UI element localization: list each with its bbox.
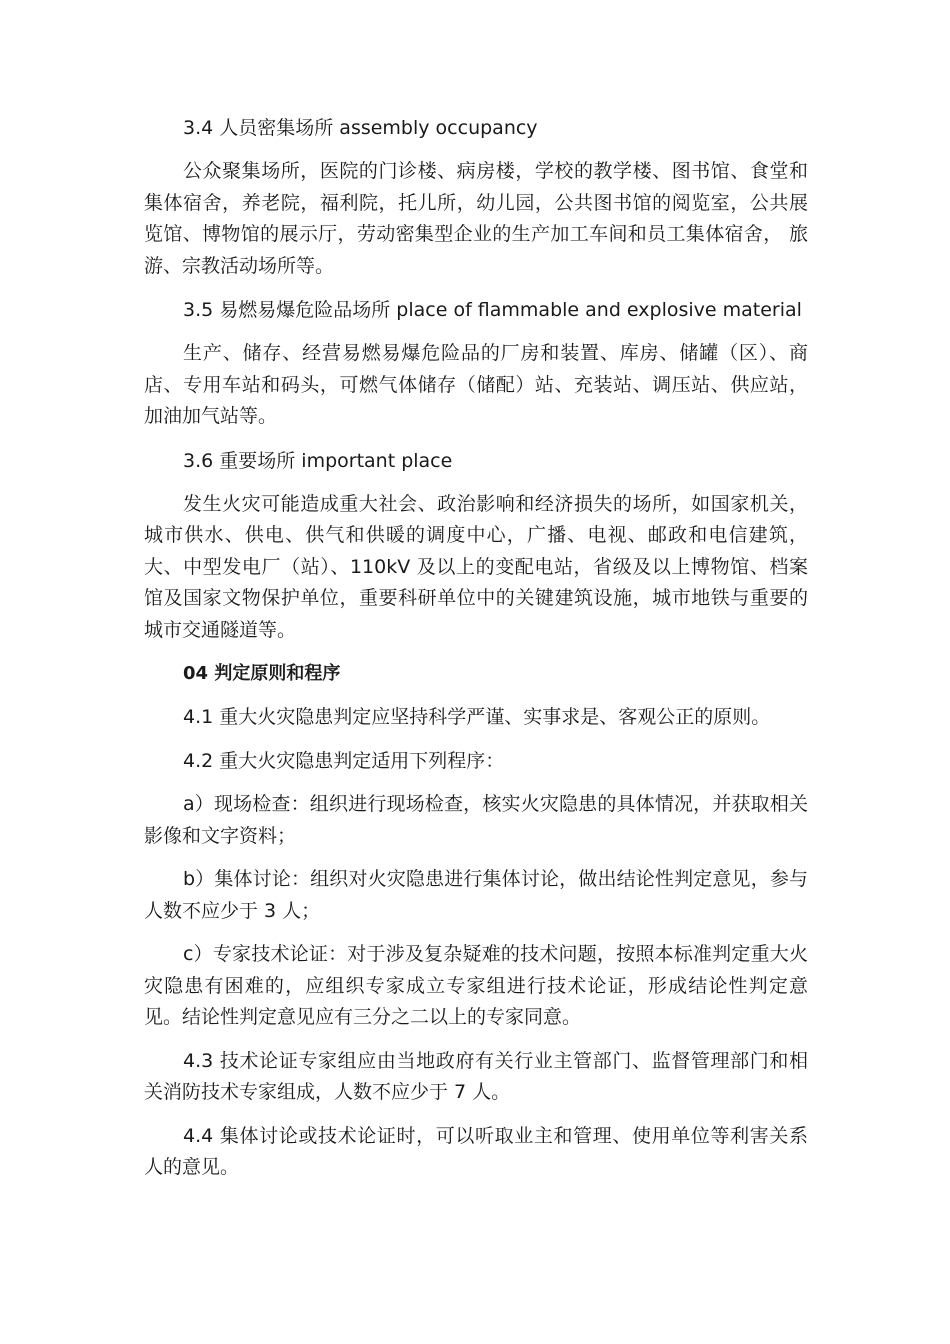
section-3-4-title: 3.4 人员密集场所 assembly occupancy xyxy=(183,117,538,139)
section-3-5-body: 生产、储存、经营易燃易爆危险品的厂房和装置、库房、储罐（区）、商店、专用车站和码头，可燃气体储存（储配）站、充装站、调压站、供应站，加油加气站等。 xyxy=(144,342,808,427)
clause-4-2-a: a）现场检查：组织进行现场检查，核实火灾隐患的具体情况，并获取相关影像和文字资料； xyxy=(144,793,808,847)
section-3-5-title: 3.5 易燃易爆危险品场所 place of flammable and explosive material xyxy=(183,299,802,321)
document-body xyxy=(144,112,808,1196)
section-04-title: 04 判定原则和程序 xyxy=(183,663,341,684)
clause-4-2-b: b）集体讨论：组织对火灾隐患进行集体讨论，做出结论性判定意见，参与人数不应少于 3 人； xyxy=(144,868,808,922)
section-3-6-body: 发生火灾可能造成重大社会、政治影响和经济损失的场所，如国家机关，城市供水、供电、供气和供暖的调度中心，广播、电视、邮政和电信建筑，大、中型发电厂（站）、110kV 及以上的变配电站，省级及以上博物馆、档案馆及国家文物保护单位，重要科研单位中的关键建筑设施，城市地铁与重要的城市交通隧道等。 xyxy=(144,492,808,641)
clause-4-4: 4.4 集体讨论或技术论证时，可以听取业主和管理、使用单位等利害关系人的意见。 xyxy=(144,1124,808,1178)
clause-4-3: 4.3 技术论证专家组应由当地政府有关行业主管部门、监督管理部门和相关消防技术专家组成，人数不应少于 7 人。 xyxy=(144,1049,808,1103)
clause-4-2: 4.2 重大火灾隐患判定适用下列程序： xyxy=(183,749,505,772)
section-3-6-title: 3.6 重要场所 important place xyxy=(183,449,453,472)
clause-4-1: 4.1 重大火灾隐患判定应坚持科学严谨、实事求是、客观公正的原则。 xyxy=(183,706,771,728)
clause-4-2-c: c）专家技术论证：对于涉及复杂疑难的技术问题，按照本标准判定重大火灾隐患有困难的，应组织专家成立专家组进行技术论证，形成结论性判定意见。结论性判定意见应有三分之二以上的专家同意。 xyxy=(144,943,808,1028)
section-3-4-body: 公众聚集场所，医院的门诊楼、病房楼，学校的教学楼、图书馆、食堂和集体宿舍，养老院，福利院，托儿所，幼儿园，公共图书馆的阅览室，公共展览馆、博物馆的展示厅，劳动密集型企业的生产加工车间和员工集体宿舍， 旅游、宗教活动场所等。 xyxy=(144,160,808,277)
